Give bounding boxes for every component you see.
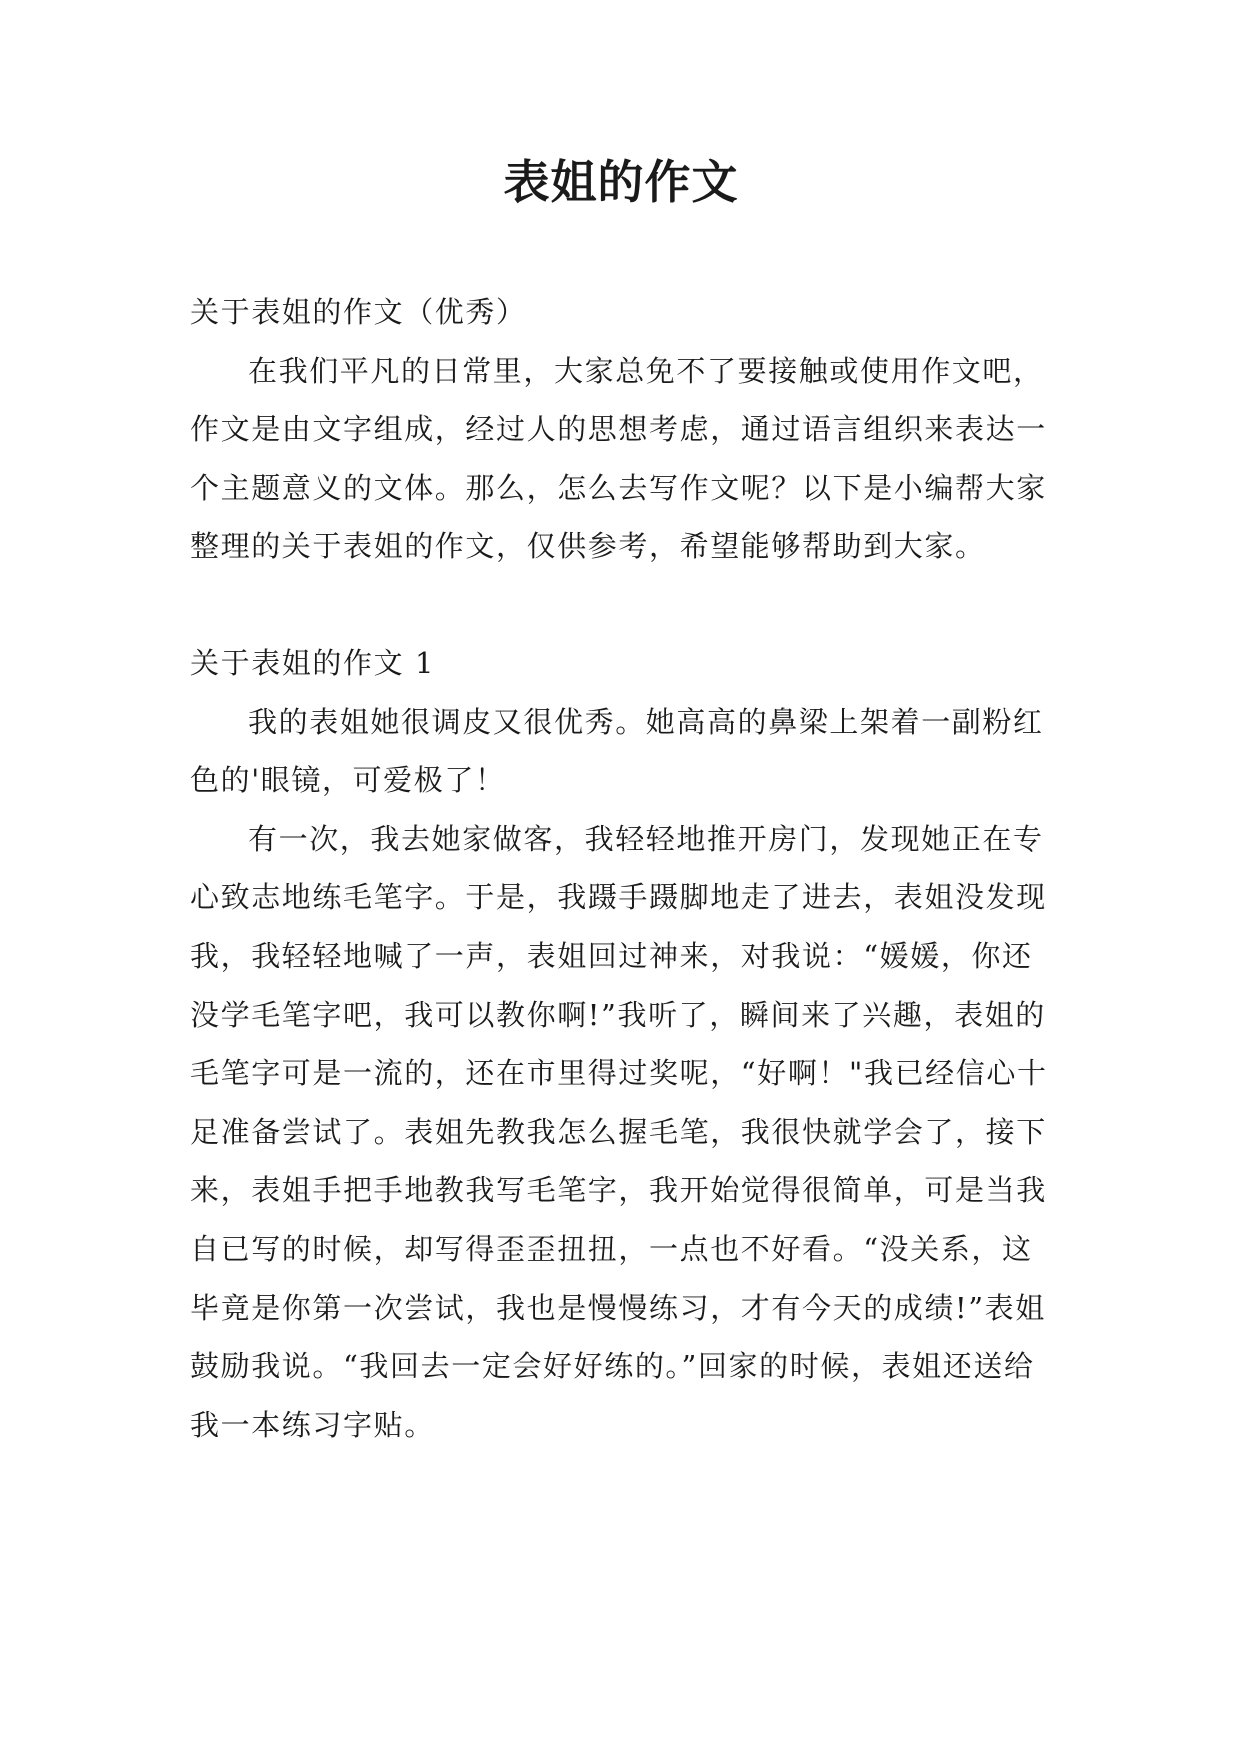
paragraph: 我的表姐她很调皮又很优秀。她高高的鼻梁上架着一副粉红色的'眼镜，可爱极了！ bbox=[190, 704, 1044, 798]
section-essay-1 bbox=[190, 634, 1052, 1454]
section-spacer bbox=[190, 576, 1052, 634]
section-heading: 关于表姐的作文（优秀） bbox=[190, 295, 527, 329]
section-intro bbox=[190, 283, 1052, 576]
document-title: 表姐的作文 bbox=[503, 155, 739, 209]
paragraph: 有一次，我去她家做客，我轻轻地推开房门，发现她正在专心致志地练毛笔字。于是，我蹑手蹑脚地走了进去，表姐没发现我，我轻轻地喊了一声，表姐回过神来，对我说：“媛媛，你还没学毛笔字吧，我可以教你啊!”我听了，瞬间来了兴趣，表姐的毛笔字可是一流的，还在市里得过奖呢，“好啊！"我已经信心十足准备尝试了。表姐先教我怎么握毛笔，我很快就学会了，接下来，表姐手把手地教我写毛笔字，我开始觉得很简单，可是当我自已写的时候，却写得歪歪扭扭，一点也不好看。“没关系，这毕竟是你第一次尝试，我也是慢慢练习，才有今天的成绩!”表姐鼓励我说。“我回去一定会好好练的。”回家的时候，表姐还送给我一本练习字贴。 bbox=[190, 821, 1048, 1442]
document-body bbox=[190, 283, 1052, 1454]
paragraph: 在我们平凡的日常里，大家总免不了要接触或使用作文吧，作文是由文字组成，经过人的思想考虑，通过语言组织来表达一个主题意义的文体。那么，怎么去写作文呢？以下是小编帮大家整理的关于表姐的作文，仅供参考，希望能够帮助到大家。 bbox=[190, 353, 1047, 564]
section-heading: 关于表姐的作文 1 bbox=[190, 645, 436, 680]
